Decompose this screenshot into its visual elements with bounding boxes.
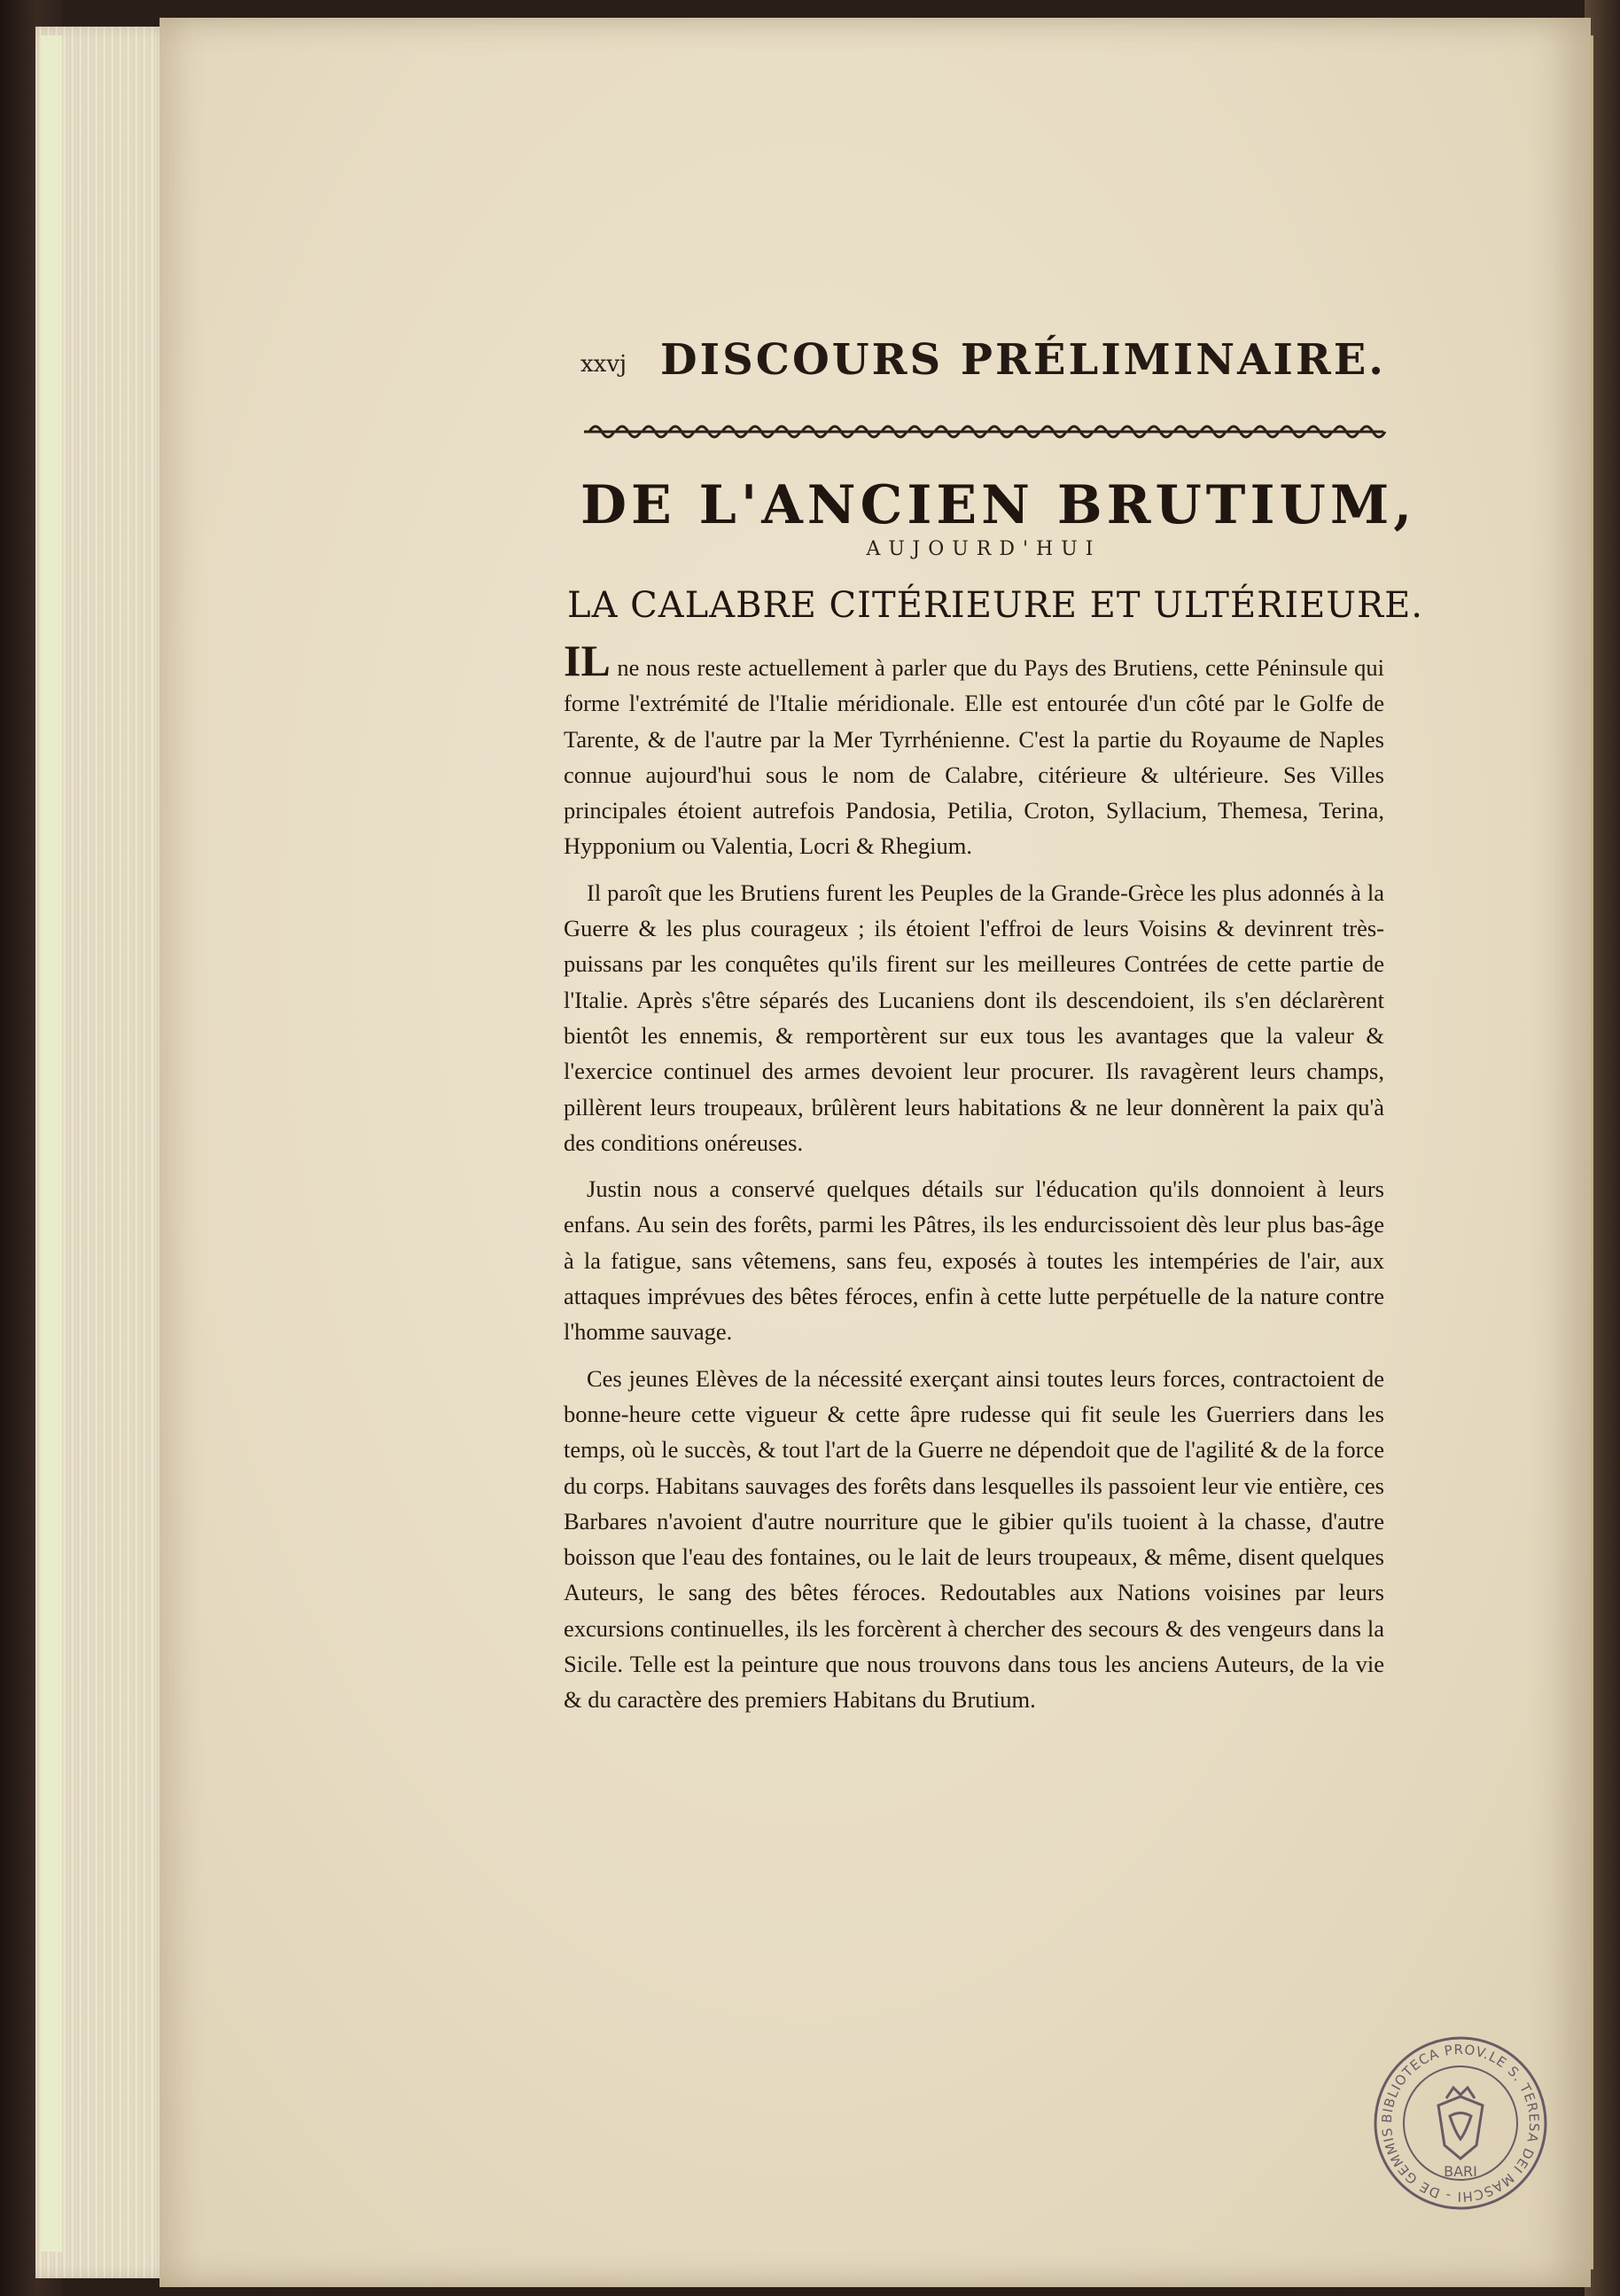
section-subtitle-small: AUJOURD'HUI bbox=[866, 538, 1102, 560]
paragraph-2: Il paroît que les Brutiens furent les Peuples de la Grande-Grèce les plus adonnés à la Guerre & les plus courageux ; ils étoient l'effroi de leurs Voisins & devinrent très-puissans par les conquêtes qu'ils firent sur les meilleures Contrées de cette partie de l'Italie. Après s'être séparés des Lucaniens dont ils descendoient, ils s'en déclarèrent bientôt les ennemis, & remportèrent sur eux tous les avantages que la valeur & l'exercice continuel des armes devoient leur procurer. Ils ravagèrent leurs champs, pillèrent leurs troupeaux, brûlèrent leurs habitations & ne leur donnèrent la paix qu'à des conditions onéreuses. bbox=[564, 879, 1384, 1156]
body-text bbox=[564, 636, 1384, 1729]
page-number: xxvj bbox=[580, 351, 627, 378]
library-stamp bbox=[1372, 2034, 1549, 2212]
section-subtitle-large: LA CALABRE CITÉRIEURE ET ULTÉRIEURE. bbox=[567, 585, 1424, 626]
ornamental-rule bbox=[580, 418, 1387, 445]
paragraph-1-text: ne nous reste actuellement à parler que du Pays des Brutiens, cette Péninsule qui forme l'extrémité de l'Italie méridionale. Elle est entourée d'un côté par le Golfe de Tarente, & de l'autre par la Mer Tyrrhénienne. C'est la partie du Royaume de Naples connue aujourd'hui sous le nom de Calabre, citérieure & ultérieure. Ses Villes principales étoient autrefois Pandosia, Petilia, Croton, Syllacium, Themesa, Terina, Hypponium ou Valentia, Locri & Rhegium. bbox=[564, 654, 1384, 860]
flyleaf-edge bbox=[41, 35, 62, 2252]
drop-cap: IL bbox=[564, 636, 611, 685]
running-title: DISCOURS PRÉLIMINAIRE. bbox=[660, 335, 1386, 385]
paragraph-4: Ces jeunes Elèves de la nécessité exerçant ainsi toutes leurs forces, contractoient de bonne-heure cette vigueur & cette âpre rudesse qui fit seule les Guerriers dans les temps, où le succès, & tout l'art de la Guerre ne dépendoit que de l'agilité & de la force du corps. Habitans sauvages des forêts dans lesquelles ils passoient leur vie entière, ces Barbares n'avoient d'autre nourriture que le gibier qu'ils tuoient à la chasse, d'autre boisson que l'eau des fontaines, ou le lait de leurs troupeaux, & même, disent quelques Auteurs, le sang des bêtes féroces. Redoutables aux Nations voisines par leurs excursions continuelles, ils les forcèrent à chercher des secours & des vengeurs dans la Sicile. Telle est la peinture que nous trouvons dans tous les anciens Auteurs, de la vie & du caractère des premiers Habitans du Brutium. bbox=[564, 1364, 1384, 1714]
stamp-emblem-icon bbox=[1438, 2088, 1483, 2159]
section-title: DE L'ANCIEN BRUTIUM, bbox=[580, 474, 1417, 536]
paragraph-3: Justin nous a conservé quelques détails sur l'éducation qu'ils donnoient à leurs enfans. Au sein des forêts, parmi les Pâtres, ils les endurcissoient dès leur plus bas-âge à la fatigue, sans vêtemens, sans feu, exposés à toutes les intempéries de l'air, aux attaques imprévues des bêtes féroces, enfin à cette lutte perpétuelle de la nature contre l'homme sauvage. bbox=[564, 1175, 1384, 1346]
stamp-city: BARI bbox=[1444, 2163, 1477, 2180]
stamp-ring-text: BIBLIOTECA PROV.LE S. TERESA DEI MASCHI - DE GEMMIS bbox=[1378, 2041, 1543, 2206]
running-header bbox=[580, 335, 1386, 397]
paragraph-1 bbox=[564, 636, 1384, 864]
